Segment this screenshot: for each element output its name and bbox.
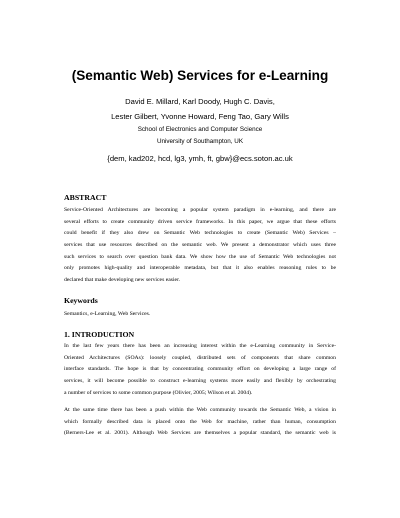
introduction-paragraph-1 [64, 341, 336, 399]
authors-line-1: David E. Millard, Karl Doody, Hugh C. Davis, [125, 97, 275, 106]
abstract-heading: ABSTRACT [64, 193, 107, 202]
authors-line-2: Lester Gilbert, Yvonne Howard, Feng Tao, Gary Wills [111, 112, 289, 121]
introduction-paragraph-2 [64, 405, 336, 440]
abstract-line: services that use resources described on the semantic web. We present a demonstrator which uses three [64, 242, 336, 249]
keywords-heading: Keywords [64, 296, 98, 305]
abstract-line: could benefit if they also drew on Semantic Web technologies to create (Semantic Web) Services – [64, 230, 336, 237]
intro-line: which formally described data is placed onto the Web for machine, rather than human, consumption [64, 418, 336, 425]
abstract-line: only promotes high-quality and interoperable metadata, but that it also enables reasoning rules to be [64, 265, 336, 272]
author-emails: {dem, kad202, hcd, lg3, ymh, ft, gbw}@ecs.soton.ac.uk [107, 154, 293, 163]
introduction-heading: 1. INTRODUCTION [64, 330, 135, 339]
abstract-line: such services to search over question bank data. We show how the use of Semantic Web technologies not [64, 253, 336, 260]
intro-line: a number of services to some common purpose (Olivier, 2005; Wilson et al. 2004). [64, 389, 253, 396]
intro-line: At the same time there has been a push within the Web community towards the Semantic Web, a vision in [64, 407, 336, 413]
intro-line: In the last few years there has been an increasing interest within the e-Learning community in Service- [64, 343, 336, 349]
intro-line: (Berners-Lee et al. 2001). Although Web Services are themselves a popular standard, the semantic web is [64, 430, 336, 437]
affiliation-line-1: School of Electronics and Computer Science [137, 126, 263, 133]
keywords-text: Semantics, e-Learning, Web Services. [64, 311, 151, 317]
intro-line: services, it will become possible to construct e-learning systems more easily and flexibly by orchestrating [64, 378, 336, 385]
abstract-line: declared that make developing new services easier. [64, 277, 181, 284]
abstract-line: several efforts to create community driven service frameworks. In this paper, we argue that these efforts [64, 218, 336, 225]
abstract-line: Service-Oriented Architectures are becoming a popular system paradigm in e-learning, and there are [64, 207, 336, 213]
intro-line: Oriented Architectures (SOAs): loosely coupled, distributed sets of components that share common [64, 354, 336, 361]
intro-line: interface standards. The hope is that by concentrating community effort on developing a large range of [64, 366, 336, 373]
abstract-text [64, 205, 336, 287]
affiliation-line-2: University of Southampton, UK [156, 138, 244, 145]
paper-title: (Semantic Web) Services for e-Learning [71, 68, 329, 83]
